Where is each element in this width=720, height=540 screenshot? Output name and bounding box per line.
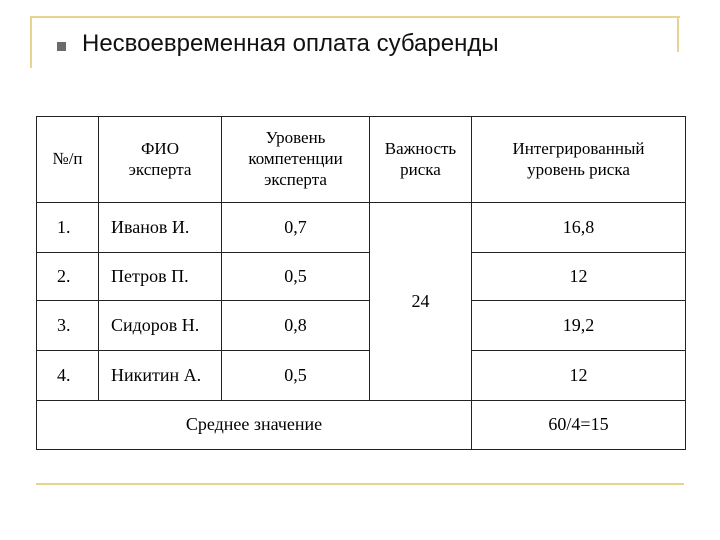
header-competence: Уровень компетенции эксперта: [222, 117, 370, 203]
header-fio: ФИО эксперта: [99, 117, 222, 203]
cell-num: 1.: [37, 203, 99, 253]
cell-name: Сидоров Н.: [99, 301, 222, 351]
bullet-icon: [57, 42, 66, 51]
table-footer-row: [37, 401, 686, 450]
table-row: [37, 301, 686, 351]
cell-importance: 24: [370, 203, 472, 401]
header-importance: Важность риска: [370, 117, 472, 203]
cell-name: Никитин А.: [99, 351, 222, 401]
footer-value: 60/4=15: [472, 401, 686, 450]
header-integrated: Интегрированный уровень риска: [472, 117, 686, 203]
decorative-frame-right: [677, 16, 679, 52]
table-row: [37, 203, 686, 253]
decorative-frame-left: [30, 16, 32, 68]
cell-integrated: 19,2: [472, 301, 686, 351]
cell-integrated: 12: [472, 351, 686, 401]
slide-title: Несвоевременная оплата субаренды: [82, 30, 499, 57]
table-row: [37, 253, 686, 301]
cell-competence: 0,5: [222, 253, 370, 301]
header-num: №/п: [37, 117, 99, 203]
decorative-frame-bottom: [36, 483, 684, 485]
cell-competence: 0,5: [222, 351, 370, 401]
table-header-row: [37, 117, 686, 203]
cell-integrated: 12: [472, 253, 686, 301]
footer-label: Среднее значение: [37, 401, 472, 450]
table-row: [37, 351, 686, 401]
cell-integrated: 16,8: [472, 203, 686, 253]
cell-num: 2.: [37, 253, 99, 301]
risk-table: [36, 116, 686, 450]
cell-num: 3.: [37, 301, 99, 351]
cell-num: 4.: [37, 351, 99, 401]
cell-competence: 0,7: [222, 203, 370, 253]
decorative-frame-top: [30, 16, 680, 18]
cell-name: Иванов И.: [99, 203, 222, 253]
cell-competence: 0,8: [222, 301, 370, 351]
cell-name: Петров П.: [99, 253, 222, 301]
